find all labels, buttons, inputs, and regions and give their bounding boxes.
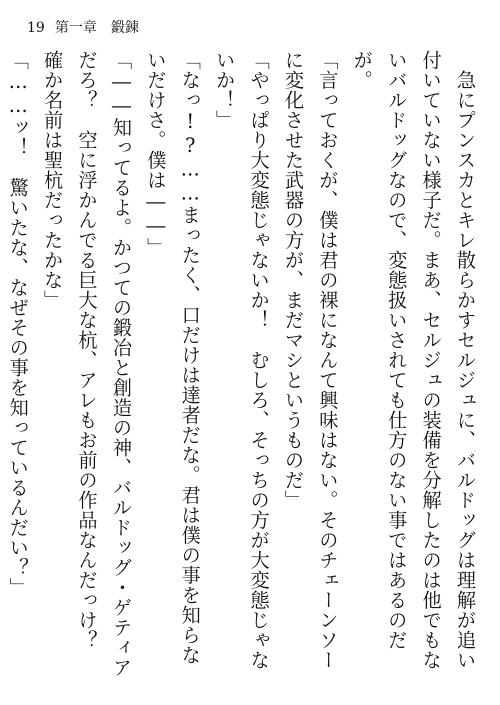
running-header [27, 18, 139, 38]
paragraph: 「……ッ！ 驚いたな、なぜその事を知っているんだい？」 [6, 50, 30, 598]
chapter-title: 第一章 鍛錬 [54, 20, 139, 36]
vertical-text-body [0, 50, 482, 685]
paragraph: 「なっ!?……まったく、口だけは達者だな。君は僕の事を知らないだけさ。僕は――」 [144, 50, 202, 666]
paragraph: 「――知ってるよ。かつての鍛冶と創造の神、バルドッグ・ゲティアだろ？ 空に浮かんでる巨大な杭、アレもお前の作品なんだっけ？ 確か名前は聖杭だったかな」 [41, 50, 133, 678]
paragraph: 「やっぱり大変態じゃないか！ むしろ、そっちの方が大変態じゃないか！」 [213, 50, 271, 670]
paragraph: 「言っておくが、僕は君の裸になんて興味はない。そのチェーンソーに変化させた武器の方が、まだマシというものだ」 [281, 50, 340, 670]
page-number: 19 [27, 20, 45, 36]
paragraph: 急にプンスカとキレ散らかすセルジュに、バルドッグは理解が追い付いていない様子だ。まあ、セルジュの装備を分解したのは他でもないバルドッグなので、変態扱いされても仕方のない事ではあるのだが。 [350, 50, 477, 670]
